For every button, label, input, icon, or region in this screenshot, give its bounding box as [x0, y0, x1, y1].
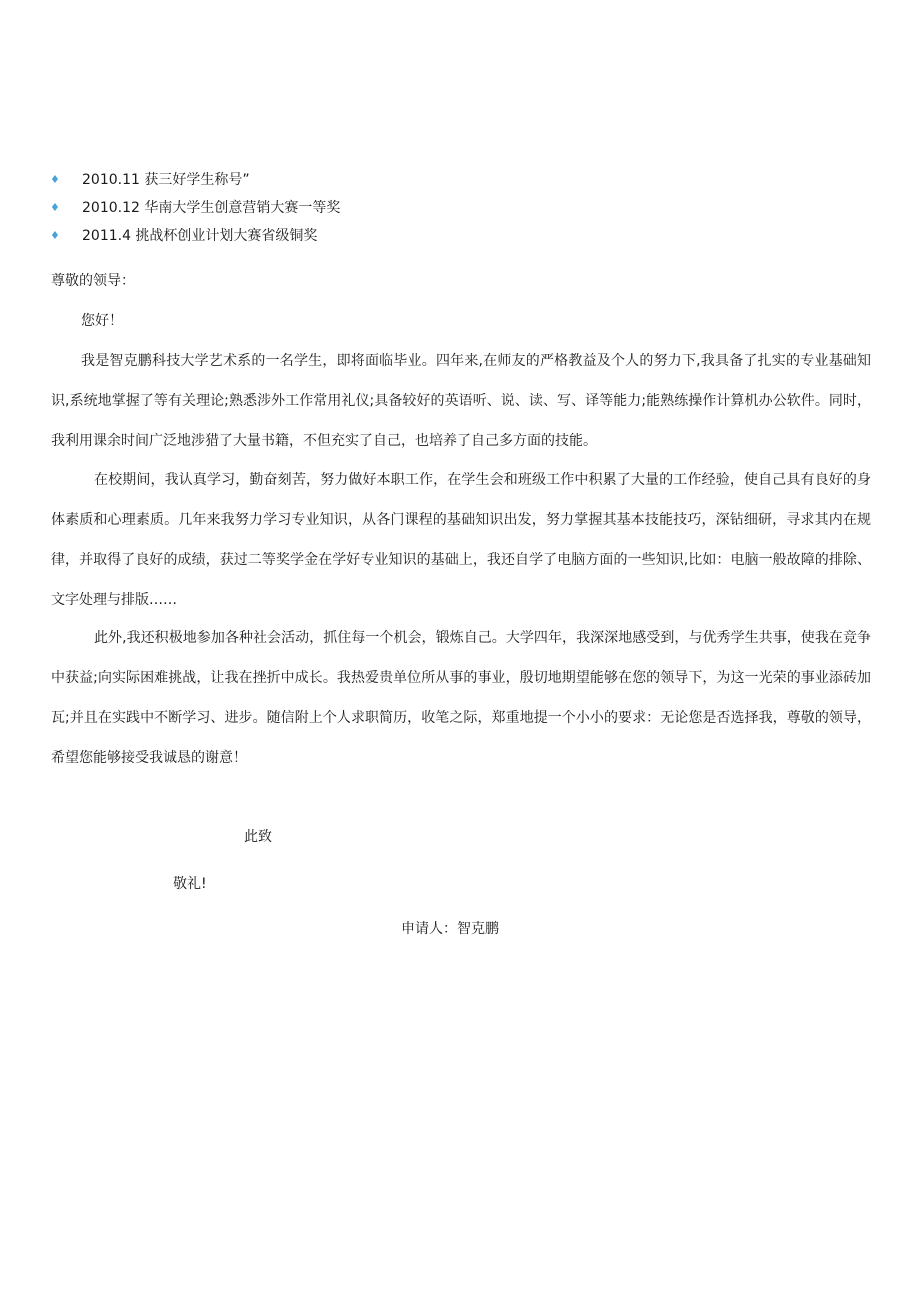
award-text: 2010.11 获三好学生称号” — [82, 172, 250, 188]
award-text: 2010.12 华南大学生创意营销大赛一等奖 — [82, 200, 341, 216]
letter-salutation: 尊敬的领导： — [51, 273, 135, 289]
closing-line: 此致 — [244, 829, 272, 845]
award-item — [50, 224, 340, 252]
award-text: 2011.4 挑战杯创业计划大赛省级铜奖 — [82, 228, 318, 244]
award-item — [50, 168, 340, 196]
letter-paragraph: 此外,我还积极地参加各种社会活动，抓住每一个机会，锻炼自己。大学四年，我深深地感受到，与优秀学生共事，使我在竞争中获益;向实际困难挑战，让我在挫折中成长。我热爱贵单位所从事的事业，殷切地期望能够在您的领导下，为这一光荣的事业添砖加瓦;并且在实践中不断学习、进步。随信附上个人求职简历，收笔之际，郑重地提一个小小的要求：无论您是否选择我，尊敬的领导，希望您能够接受我诚恳的谢意！ — [51, 630, 871, 766]
awards-list — [50, 168, 340, 252]
closing-regards: 敬礼! — [173, 876, 207, 892]
letter-paragraph: 在校期间，我认真学习，勤奋刻苦，努力做好本职工作，在学生会和班级工作中积累了大量的工作经验，使自己具有良好的身体素质和心理素质。几年来我努力学习专业知识，从各门课程的基础知识出发，努力掌握其基本技能技巧，深钻细研，寻求其内在规律，并取得了良好的成绩，获过二等奖学金在学好专业知识的基础上，我还自学了电脑方面的一些知识,比如：电脑一般故障的排除、文字处理与排版…… — [51, 472, 871, 608]
diamond-bullet-icon: ♦ — [50, 201, 60, 214]
letter-greeting: 您好！ — [81, 313, 123, 329]
applicant-signature: 申请人：智克鹏 — [401, 921, 499, 937]
award-item — [50, 196, 340, 224]
diamond-bullet-icon: ♦ — [50, 173, 60, 186]
letter-paragraph: 我是智克鹏科技大学艺术系的一名学生，即将面临毕业。四年来,在师友的严格教益及个人的努力下,我具备了扎实的专业基础知识,系统地掌握了等有关理论;熟悉涉外工作常用礼仪;具备较好的英语听、说、读、写、译等能力;能熟练操作计算机办公软件。同时，我利用课余时间广泛地涉猎了大量书籍，不但充实了自己，也培养了自己多方面的技能。 — [51, 353, 871, 449]
diamond-bullet-icon: ♦ — [50, 229, 60, 242]
